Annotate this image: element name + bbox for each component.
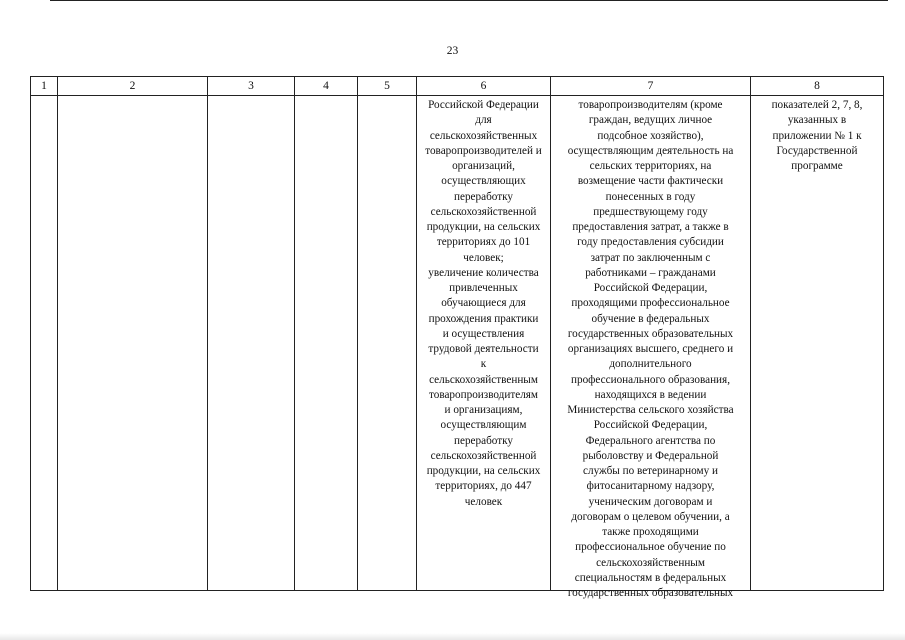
cell-col4 [295, 96, 358, 591]
column-header-4: 4 [295, 77, 358, 96]
column-header-7: 7 [551, 77, 751, 96]
column-header-5: 5 [358, 77, 417, 96]
table-header-row [31, 77, 884, 96]
cell-col6 [417, 96, 551, 591]
cell-col6-text: Российской Федерации для сельскохозяйственных товаропроизводителей и организаций, осуществляющих переработку сельскохозяйственной продукции, на сельских территориях до 101 человек; увеличение количества привлеченных обучающиеся для прохождения практики и осуществления трудовой деятельности к сельскохозяйственным товаропроизводителям и организациям, осуществляющим переработку сельскохозяйственной продукции, на сельских территориях, до 447 человек [425, 99, 542, 508]
scan-bottom-edge [0, 633, 905, 640]
cell-col5 [358, 96, 417, 591]
column-header-2: 2 [58, 77, 208, 96]
cell-col8 [751, 96, 884, 591]
top-border-line [50, 0, 888, 1]
cell-col3 [208, 96, 295, 591]
page-number: 23 [446, 45, 459, 57]
cell-col8-text: показателей 2, 7, 8, указанных в приложении № 1 к Государственной программе [771, 99, 863, 172]
cell-col1 [31, 96, 58, 591]
column-header-1: 1 [31, 77, 58, 96]
cell-col7-text: товаропроизводителям (кроме граждан, ведущих личное подсобное хозяйство), осуществляющим деятельность на сельских территориях, на возмещение части фактически понесенных в году предшествующему году предоставления затрат, а также в году предоставления субсидии затрат по заключенным с работниками – гражданами Российской Федерации, проходящими профессиональное обучение в федеральных государственных образовательных организациях высшего, среднего и дополнительного профессионального образования, находящихся в ведении Министерства сельского хозяйства Российской Федерации, Федерального агентства по рыболовству и Федеральной службы по ветеринарному и фитосанитарному надзору, ученическим договорам и договорам о целевом обучении, а также проходящими профессиональное обучение по сельскохозяйственным специальностям в федеральных государственных образовательных [567, 99, 734, 599]
document-table [30, 76, 884, 599]
column-header-6: 6 [417, 77, 551, 96]
column-header-3: 3 [208, 77, 295, 96]
table-row [31, 96, 884, 591]
cell-col7 [551, 96, 751, 599]
cell-col2 [58, 96, 208, 591]
column-header-8: 8 [751, 77, 884, 96]
